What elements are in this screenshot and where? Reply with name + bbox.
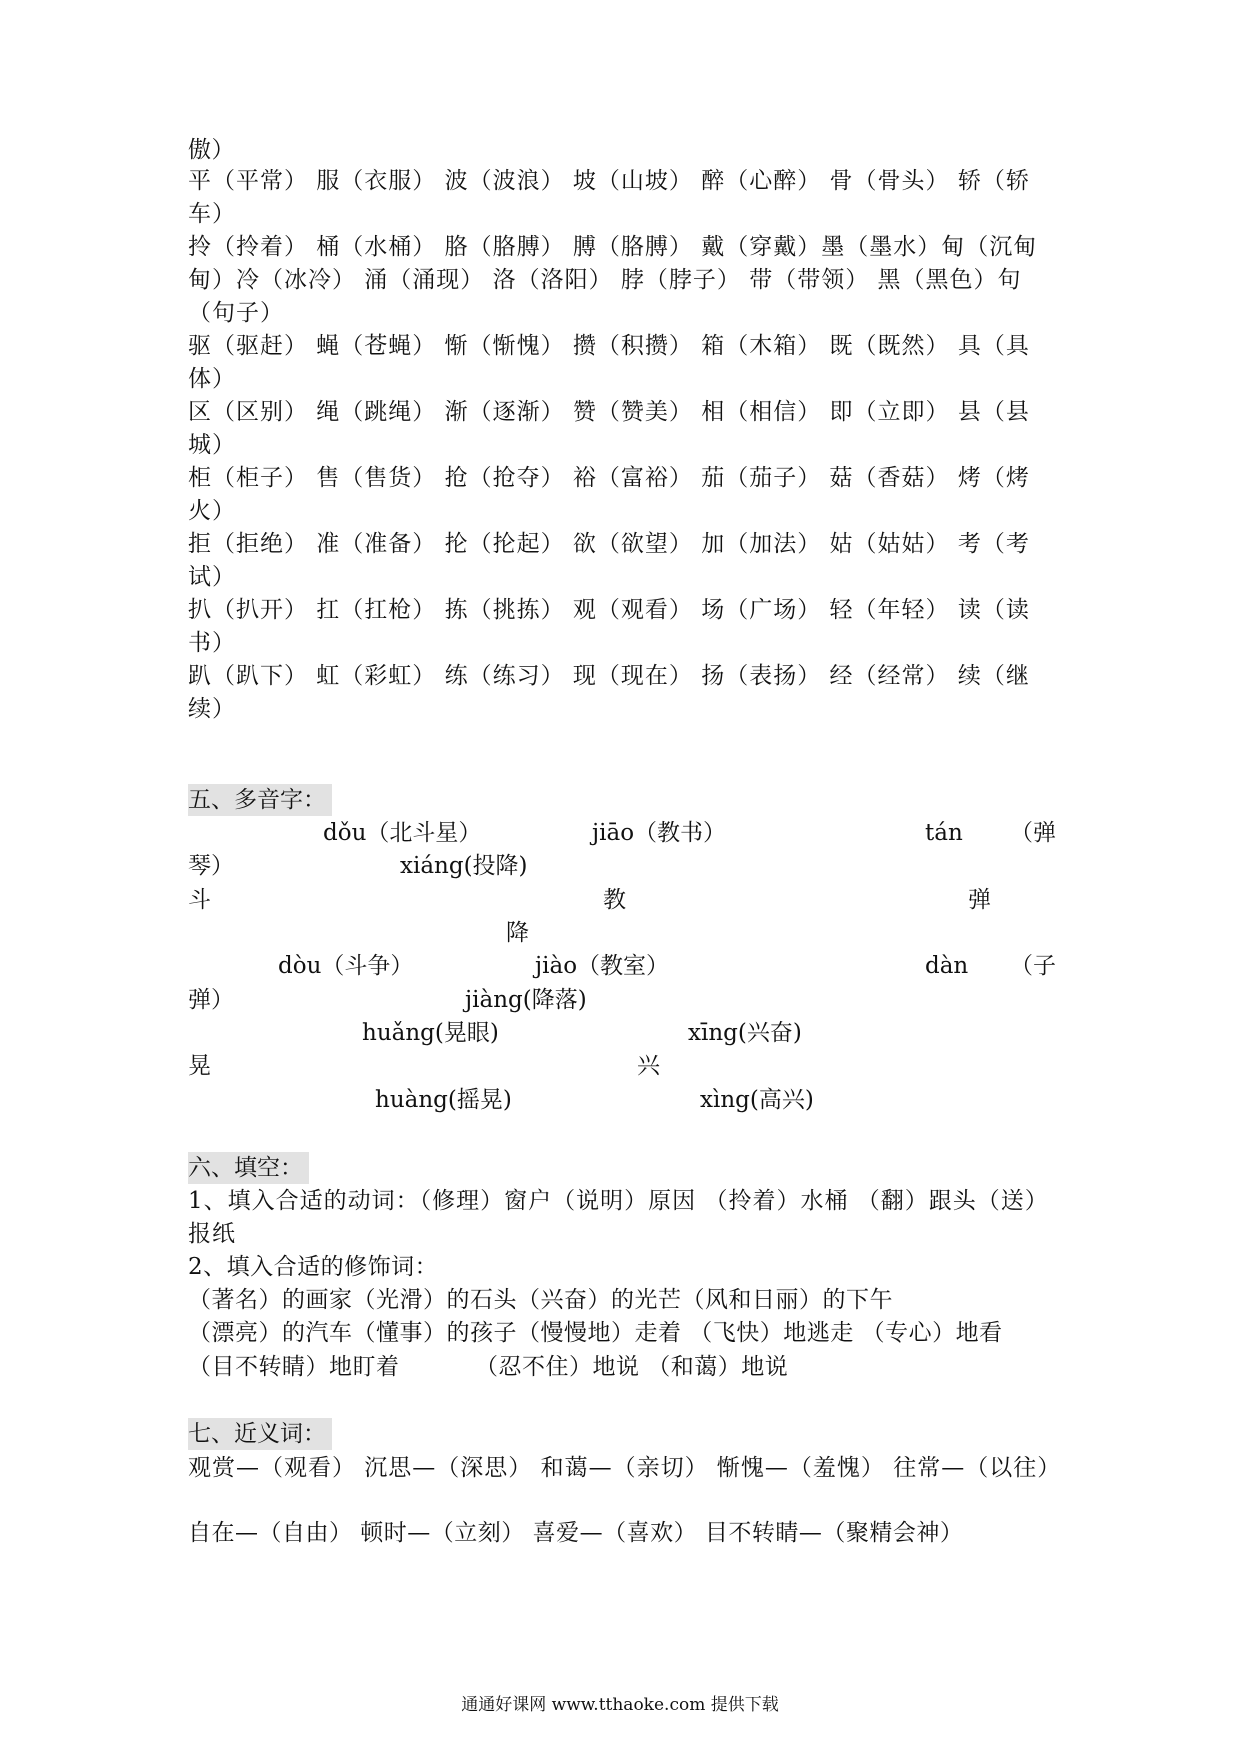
- s4-line-7: 扒（扒开） 扛（扛枪） 拣（挑拣） 观（观看） 场（广场） 轻（年轻） 读（读书）: [188, 597, 1030, 656]
- fill-modifiers-title: 2、填入合适的修饰词：: [188, 1254, 439, 1280]
- poly-dan-word: （子: [1010, 953, 1056, 979]
- fill-modifiers-3b: （忍不住）地说 （和蔼）地说: [475, 1354, 789, 1380]
- s4-line-4: 区（区别） 绳（跳绳） 渐（逐渐） 赞（赞美） 相（相信） 即（立即） 县（县城）: [188, 399, 1030, 458]
- poly-huang3: huǎng(晃眼): [362, 1020, 499, 1046]
- poly-xing4: xìng(高兴): [700, 1087, 814, 1113]
- poly-char-tan: 弹: [968, 887, 991, 913]
- s4-line-1: 平（平常） 服（衣服） 波（波浪） 坡（山坡） 醉（心醉） 骨（骨头） 轿（轿车）: [188, 168, 1030, 227]
- synonyms-line-1: 观赏—（观看） 沉思—（深思） 和蔼—（亲切） 惭愧—（羞愧） 往常—（以往）: [188, 1455, 1062, 1481]
- fill-modifiers-1: （著名）的画家（光滑）的石头（兴奋）的光芒（风和日丽）的下午: [188, 1287, 893, 1313]
- poly-tan-word-end: 琴）: [188, 853, 234, 879]
- poly-dou4: dòu（斗争）: [278, 953, 414, 979]
- poly-huang4: huàng(摇晃): [375, 1087, 512, 1113]
- poly-jiang4: jiàng(降落): [465, 987, 587, 1013]
- fill-verbs: 1、填入合适的动词：（修理）窗户（说明）原因 （拎着）水桶 （翻）跟头（送）报纸: [188, 1188, 1049, 1247]
- poly-xing1: xīng(兴奋): [688, 1020, 802, 1046]
- section-heading-synonyms: 七、近义词：: [188, 1418, 332, 1450]
- s4-line-6: 拒（拒绝） 准（准备） 抡（抡起） 欲（欲望） 加（加法） 姑（姑姑） 考（考试）: [188, 531, 1030, 590]
- poly-char-dou: 斗: [188, 887, 211, 913]
- poly-dan-word-end: 弹）: [188, 987, 234, 1013]
- poly-char-huang: 晃: [188, 1053, 211, 1079]
- poly-char-xing: 兴: [637, 1053, 660, 1079]
- poly-char-jiang: 降: [506, 920, 529, 946]
- section-heading-polyphones: 五、多音字：: [188, 784, 332, 816]
- poly-char-jiao: 教: [603, 887, 626, 913]
- fill-modifiers-3a: （目不转睛）地盯着: [188, 1354, 400, 1380]
- footer-credit: 通通好课网 www.tthaoke.com 提供下载: [461, 1695, 779, 1715]
- s4-line-8: 趴（趴下） 虹（彩虹） 练（练习） 现（现在） 扬（表扬） 经（经常） 续（继续）: [188, 663, 1030, 722]
- s4-line-3: 驱（驱赶） 蝇（苍蝇） 惭（惭愧） 攒（积攒） 箱（木箱） 既（既然） 具（具体）: [188, 333, 1030, 392]
- s4-line-2: 拎（拎着） 桶（水桶） 胳（胳膊） 膊（胳膊） 戴（穿戴）墨（墨水）甸（沉甸甸）冷（冰冷） 涌（涌现） 洛（洛阳） 脖（脖子） 带（带领） 黑（黑色）句（句子）: [188, 234, 1038, 326]
- s4-line-5: 柜（柜子） 售（售货） 抢（抢夺） 裕（富裕） 茄（茄子） 菇（香菇） 烤（烤火）: [188, 465, 1030, 524]
- poly-jiao4: jiào（教室）: [535, 953, 670, 979]
- poly-dou3: dǒu（北斗星）: [323, 820, 482, 846]
- poly-tan-word: （弹: [1010, 820, 1056, 846]
- section-heading-fill-blanks: 六、填空：: [188, 1152, 309, 1184]
- s4-line-0: 傲）: [188, 137, 235, 163]
- synonyms-line-2: 自在—（自由） 顿时—（立刻） 喜爱—（喜欢） 目不转睛—（聚精会神）: [188, 1520, 964, 1546]
- fill-modifiers-2: （漂亮）的汽车（懂事）的孩子（慢慢地）走着 （飞快）地逃走 （专心）地看: [188, 1320, 1003, 1346]
- poly-tan: tán: [925, 820, 963, 846]
- poly-dan: dàn: [925, 953, 969, 979]
- poly-jiao1: jiāo（教书）: [592, 820, 727, 846]
- poly-xiang: xiáng(投降): [400, 853, 528, 879]
